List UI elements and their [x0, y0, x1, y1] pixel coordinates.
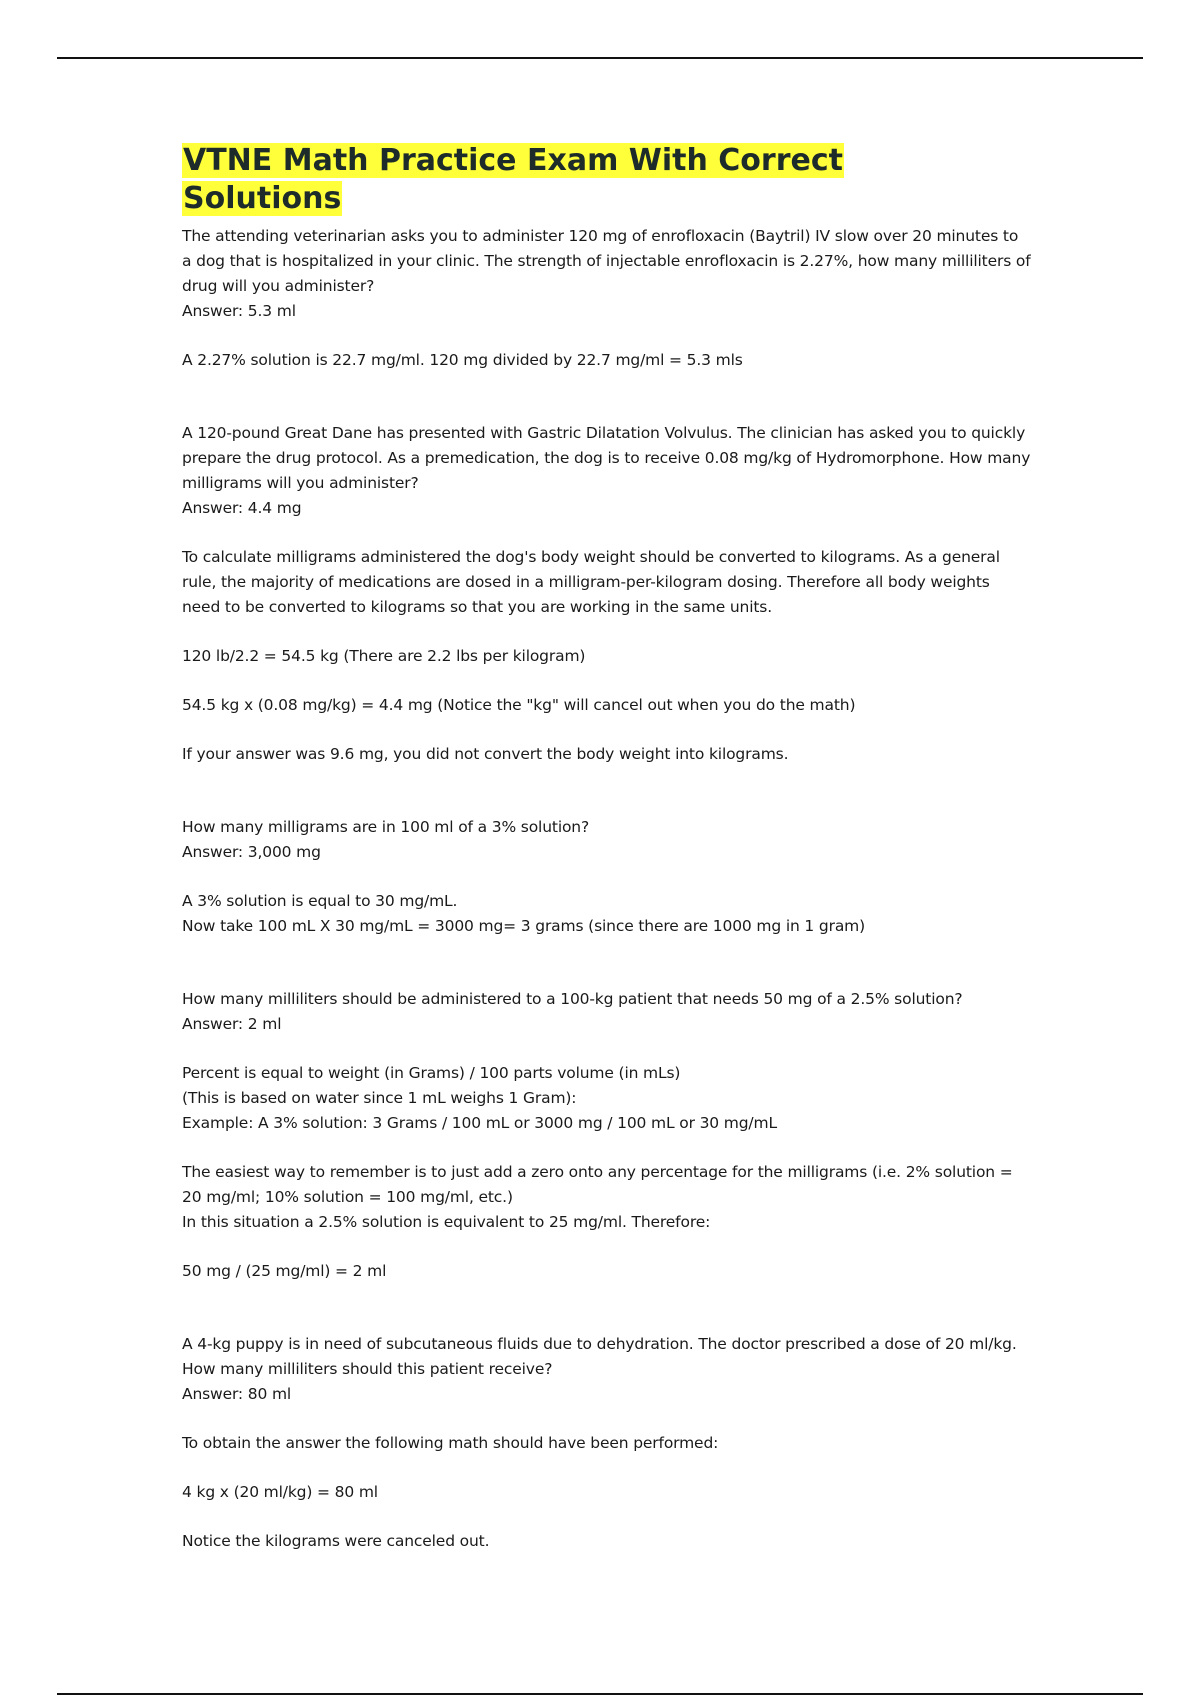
question-text: The attending veterinarian asks you to administer 120 mg of enrofloxacin (Baytril) IV slow over 20 minutes to a dog that is hospitalized in your clinic. The strength of injectable enrofloxacin is 2.27%, how many milliliters of drug will you administer? — [182, 227, 1031, 295]
question-block-5 — [182, 1332, 1032, 1554]
explanation-text: Notice the kilograms were canceled out. — [182, 1532, 490, 1550]
header-rule — [57, 57, 1143, 59]
question-text: How many milliliters should be administered to a 100-kg patient that needs 50 mg of a 2.5% solution? — [182, 990, 963, 1008]
question-text: A 120-pound Great Dane has presented with Gastric Dilatation Volvulus. The clinician has asked you to quickly prepare the drug protocol. As a premedication, the dog is to receive 0.08 mg/kg of Hydromorphone. How many milligrams will you administer? — [182, 424, 1031, 492]
question-block-2 — [182, 421, 1032, 767]
explanation-text: The easiest way to remember is to just add a zero onto any percentage for the milligrams (i.e. 2% solution = 20 mg/ml; 10% solution = 100 mg/ml, etc.) In this situation a 2.5% solution is equivalent to 25 mg/ml. Therefore: — [182, 1163, 1013, 1231]
explanation-text: A 3% solution is equal to 30 mg/mL. Now take 100 mL X 30 mg/mL = 3000 mg= 3 grams (since there are 1000 mg in 1 gram) — [182, 892, 866, 935]
explanation-text: Percent is equal to weight (in Grams) / 100 parts volume (in mLs) (This is based on water since 1 mL weighs 1 Gram): Example: A 3% solution: 3 Grams / 100 mL or 3000 mg / 100 mL or 30 mg/mL — [182, 1064, 777, 1132]
document-body — [182, 142, 1032, 1554]
explanation-text: A 2.27% solution is 22.7 mg/ml. 120 mg divided by 22.7 mg/ml = 5.3 mls — [182, 351, 743, 369]
question-block-4 — [182, 987, 1032, 1284]
answer-text: Answer: 5.3 ml — [182, 302, 296, 320]
explanation-text: 120 lb/2.2 = 54.5 kg (There are 2.2 lbs per kilogram) — [182, 647, 586, 665]
question-text: How many milligrams are in 100 ml of a 3% solution? — [182, 818, 590, 836]
title-highlight: VTNE Math Practice Exam With Correct Solutions — [183, 143, 843, 216]
explanation-text: If your answer was 9.6 mg, you did not convert the body weight into kilograms. — [182, 745, 789, 763]
question-text: A 4-kg puppy is in need of subcutaneous fluids due to dehydration. The doctor prescribed a dose of 20 ml/kg. How many milliliters should this patient receive? — [182, 1335, 1017, 1378]
question-block-3 — [182, 815, 1032, 939]
answer-text: Answer: 4.4 mg — [182, 499, 302, 517]
explanation-text: 4 kg x (20 ml/kg) = 80 ml — [182, 1483, 378, 1501]
question-block-1 — [182, 224, 1032, 373]
explanation-text: 50 mg / (25 mg/ml) = 2 ml — [182, 1262, 387, 1280]
document-title — [182, 142, 902, 218]
footer-rule — [57, 1693, 1143, 1695]
explanation-text: 54.5 kg x (0.08 mg/kg) = 4.4 mg (Notice the "kg" will cancel out when you do the math) — [182, 696, 856, 714]
answer-text: Answer: 3,000 mg — [182, 843, 321, 861]
answer-text: Answer: 2 ml — [182, 1015, 282, 1033]
answer-text: Answer: 80 ml — [182, 1385, 292, 1403]
explanation-text: To calculate milligrams administered the dog's body weight should be converted to kilograms. As a general rule, the majority of medications are dosed in a milligram-per-kilogram dosing. Therefore all body weights need to be converted to kilograms so that you are working in the same units. — [182, 548, 1000, 616]
explanation-text: To obtain the answer the following math should have been performed: — [182, 1434, 719, 1452]
